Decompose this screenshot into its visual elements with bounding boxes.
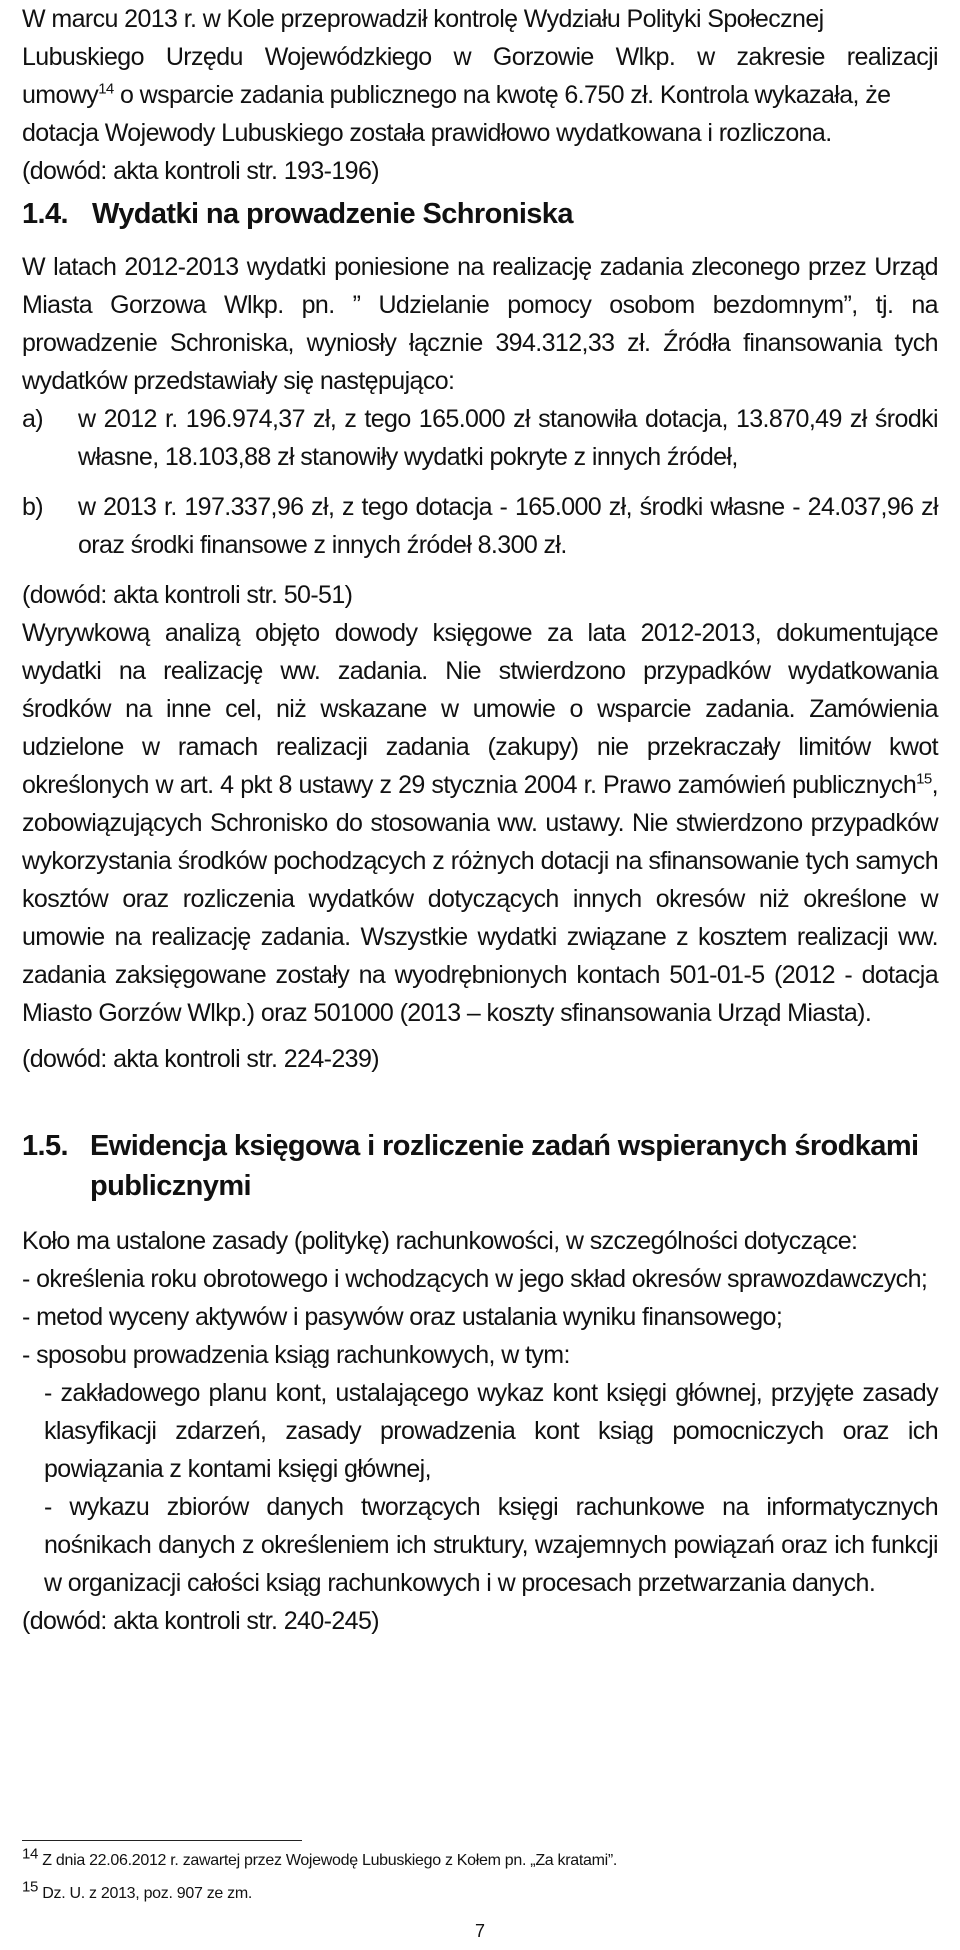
intro-line-3 <box>22 76 938 114</box>
policy-subitem-1: - zakładowego planu kont, ustalającego wykaz kont księgi głównej, przyjęte zasady klasyfikacji zdarzeń, zasady prowadzenia kont ksiąg pomocniczych oraz ich powiązania z kontami księgi głównej, <box>44 1379 938 1483</box>
section-1-5-intro: Koło ma ustalone zasady (politykę) rachunkowości, w szczególności dotyczące: <box>22 1227 858 1255</box>
intro-block <box>22 0 938 190</box>
footnotes <box>22 1840 922 1915</box>
intro-line-2: Lubuskiego Urzędu Wojewódzkiego w Gorzowie Wlkp. w zakresie realizacji <box>22 43 938 71</box>
list-item-a-label: a) <box>22 405 44 433</box>
list-item-b-label: b) <box>22 493 44 521</box>
policy-subitem-2: - wykazu zbiorów danych tworzących księgi rachunkowe na informatycznych nośnikach danych z określeniem ich struktury, wzajemnych powiązań oraz ich funkcji w organizacji całości ksiąg rachunkowych i w procesach przetwarzania danych. <box>44 1493 938 1597</box>
footnote-ref-14[interactable]: 14 <box>98 80 114 98</box>
section-1-4-heading <box>22 194 938 234</box>
section-1-4-paragraph-1: W latach 2012-2013 wydatki poniesione na realizację zadania zleconego przez Urząd Miasta Gorzowa Wlkp. pn. ” Udzielanie pomocy osobom bezdomnym”, tj. na prowadzenie Schroniska, wyniosły łącznie 394.312,33 zł. Źródła finansowania tych wydatków przedstawiały się następująco: <box>22 253 938 395</box>
intro-line-3-end: o wsparcie zadania publicznego na kwotę 6.750 zł. Kontrola wykazała, że <box>113 81 891 109</box>
footnote-14-text: Z dnia 22.06.2012 r. zawartej przez Wojewodę Lubuskiego z Kołem pn. „Za kratami”. <box>42 1852 618 1869</box>
list-item-a <box>22 400 938 476</box>
policy-item-1: - określenia roku obrotowego i wchodzących w jego skład okresów sprawozdawczych; <box>22 1265 928 1293</box>
section-1-4-body <box>22 248 938 1078</box>
footnote-15-number: 15 <box>22 1878 39 1896</box>
evidence-note-1: (dowód: akta kontroli str. 193-196) <box>22 157 379 185</box>
section-1-4-paragraph-2-start: Wyrywkową analizą objęto dowody księgowe za lata 2012-2013, dokumentujące wydatki na realizację ww. zadania. Nie stwierdzono przypadków wydatkowania środków na inne cel, niż wskazane w umowie o wsparcie zadania. Zamówienia udzielone w ramach realizacji zadania (zakupy) nie przekraczały limitów kwot określonych w art. 4 pkt 8 ustawy z 29 stycznia 2004 r. Prawo zamówień publicznych <box>22 619 938 799</box>
intro-line-3-start: umowy <box>22 81 99 109</box>
section-1-4-title: Wydatki na prowadzenie Schroniska <box>92 198 573 230</box>
intro-line-1: W marcu 2013 r. w Kole przeprowadził kontrolę Wydziału Polityki Społecznej <box>22 5 824 33</box>
intro-line-4: dotacja Wojewody Lubuskiego została prawidłowo wydatkowana i rozliczona. <box>22 119 832 147</box>
section-1-4-number: 1.4. <box>22 198 68 230</box>
evidence-note-3: (dowód: akta kontroli str. 224-239) <box>22 1045 379 1073</box>
section-1-5-heading <box>22 1126 938 1206</box>
list-item-b <box>22 488 938 564</box>
section-1-4-paragraph-2 <box>22 614 938 1032</box>
footnote-15 <box>22 1878 922 1906</box>
policy-item-3: - sposobu prowadzenia ksiąg rachunkowych, w tym: <box>22 1341 570 1369</box>
section-1-4-paragraph-2-end: , zobowiązujących Schronisko do stosowania ww. ustawy. Nie stwierdzono przypadków wykorzystania środków pochodzących z różnych dotacji na sfinansowanie tych samych kosztów oraz rozliczenia wydatków dotyczących innych okresów niż określone w umowie na realizację zadania. Wszystkie wydatki związane z kosztem realizacji ww. zadania zaksięgowane zostały na wyodrębnionych kontach 501-01-5 (2012 - dotacja Miasto Gorzów Wlkp.) oraz 501000 (2013 – koszty sfinansowania Urząd Miasta). <box>22 771 938 1027</box>
policy-item-2: - metod wyceny aktywów i pasywów oraz ustalania wyniku finansowego; <box>22 1303 783 1331</box>
evidence-note-2: (dowód: akta kontroli str. 50-51) <box>22 581 353 609</box>
section-1-5-body <box>22 1222 938 1640</box>
list-item-a-text: w 2012 r. 196.974,37 zł, z tego 165.000 zł stanowiła dotacja, 13.870,49 zł środki własne, 18.103,88 zł stanowiły wydatki pokryte z innych źródeł, <box>78 405 938 471</box>
section-1-5-title: Ewidencja księgowa i rozliczenie zadań wspieranych środkami publicznymi <box>90 1130 919 1202</box>
footnote-separator <box>22 1840 302 1841</box>
footnote-14 <box>22 1845 922 1873</box>
footnote-15-text: Dz. U. z 2013, poz. 907 ze zm. <box>42 1885 253 1902</box>
list-item-b-text: w 2013 r. 197.337,96 zł, z tego dotacja - 165.000 zł, środki własne - 24.037,96 zł oraz środki finansowe z innych źródeł 8.300 zł. <box>78 493 938 559</box>
footnote-14-number: 14 <box>22 1845 39 1863</box>
footnote-ref-15[interactable]: 15 <box>916 770 932 788</box>
section-1-5-number: 1.5. <box>22 1130 68 1162</box>
evidence-note-4: (dowód: akta kontroli str. 240-245) <box>22 1607 379 1635</box>
page-number: 7 <box>474 1921 485 1941</box>
